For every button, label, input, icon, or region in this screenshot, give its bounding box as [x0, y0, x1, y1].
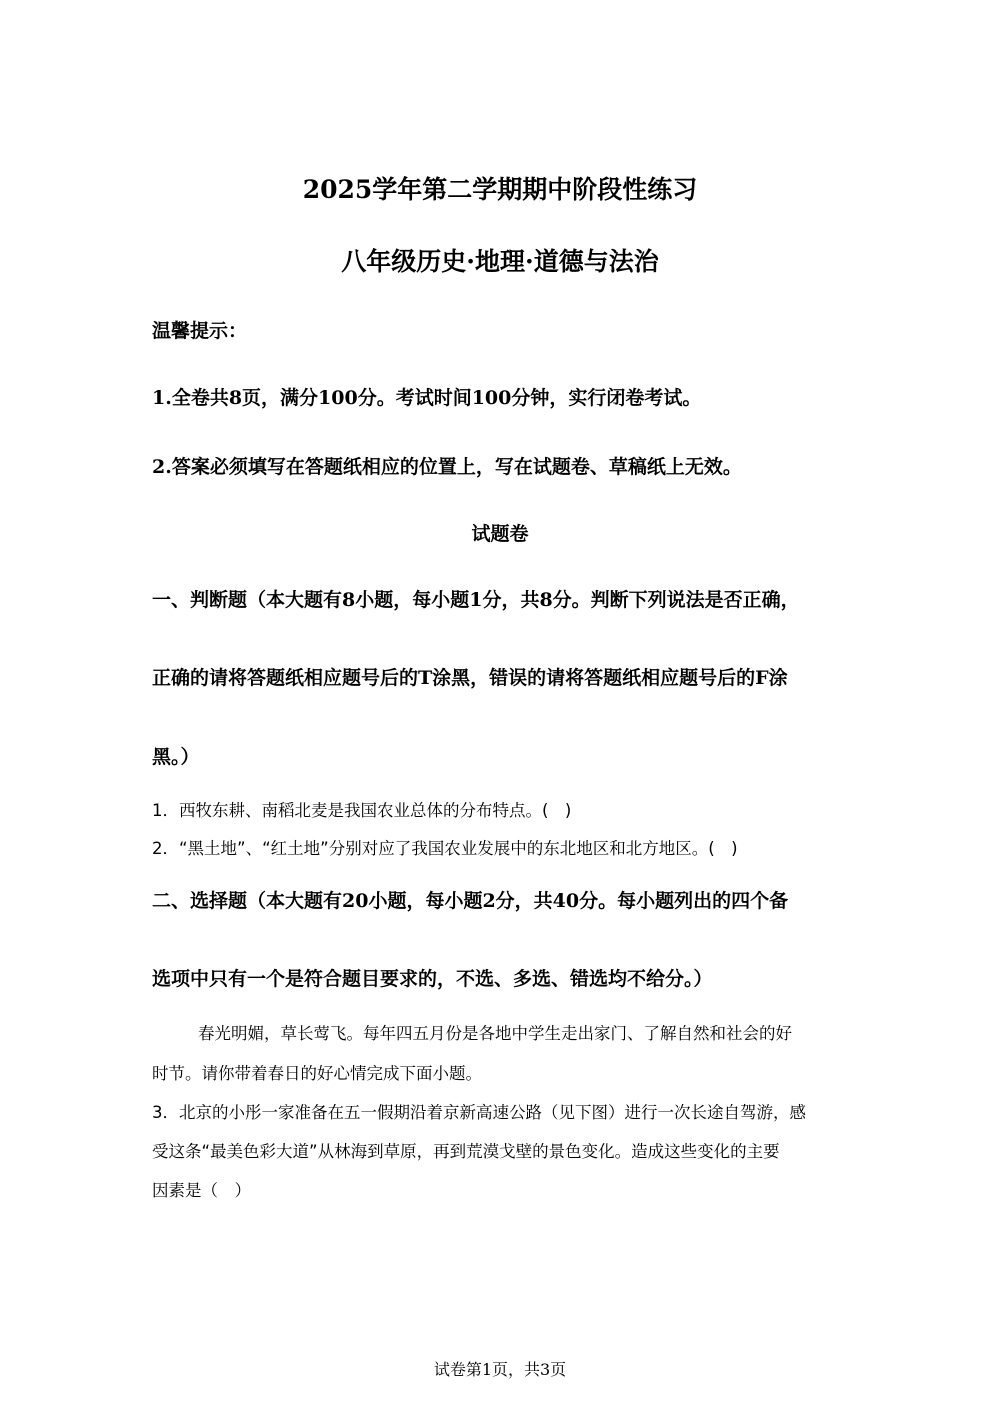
intro-paragraph-line-2: 时节。请你带着春日的好心情完成下面小题。: [152, 1064, 482, 1083]
section-2-instructions-line-1: 二、选择题（本大题有20小题，每小题2分，共40分。每小题列出的四个备: [152, 890, 789, 912]
paper-label: 试题卷: [471, 523, 529, 545]
notice-item-2: 2.答案必须填写在答题纸相应的位置上，写在试题卷、草稿纸上无效。: [152, 456, 742, 478]
notice-item-1: 1.全卷共8页，满分100分。考试时间100分钟，实行闭卷考试。: [152, 387, 702, 409]
question-3-line-1: 3．北京的小彤一家准备在五一假期沿着京新高速公路（见下图）进行一次长途自驾游，感: [152, 1103, 806, 1122]
question-1: 1．西牧东耕、南稻北麦是我国农业总体的分布特点。( ): [152, 801, 572, 820]
section-1-instructions-line-3: 黑。）: [152, 746, 200, 768]
exam-title: 2025学年第二学期期中阶段性练习: [302, 175, 698, 204]
question-3-line-3: 因素是（ ）: [152, 1181, 251, 1200]
notice-heading: 温馨提示：: [152, 320, 248, 342]
exam-subtitle: 八年级历史·地理·道德与法治: [341, 247, 659, 276]
section-2-instructions-line-2: 选项中只有一个是符合题目要求的，不选、多选、错选均不给分。）: [152, 968, 713, 990]
page-footer: 试卷第1页，共3页: [433, 1360, 567, 1379]
intro-paragraph-line-1: 春光明媚，草长莺飞。每年四五月份是各地中学生走出家门、了解自然和社会的好: [198, 1024, 792, 1043]
question-3-line-2: 受这条“最美色彩大道”从林海到草原，再到荒漠戈壁的景色变化。造成这些变化的主要: [152, 1142, 780, 1161]
question-2: 2．“黑土地”、“红土地”分别对应了我国农业发展中的东北地区和北方地区。( ): [152, 839, 738, 858]
section-1-instructions-line-1: 一、判断题（本大题有8小题，每小题1分，共8分。判断下列说法是否正确，: [152, 589, 800, 611]
section-1-instructions-line-2: 正确的请将答题纸相应题号后的T涂黑，错误的请将答题纸相应题号后的F涂: [152, 667, 788, 689]
